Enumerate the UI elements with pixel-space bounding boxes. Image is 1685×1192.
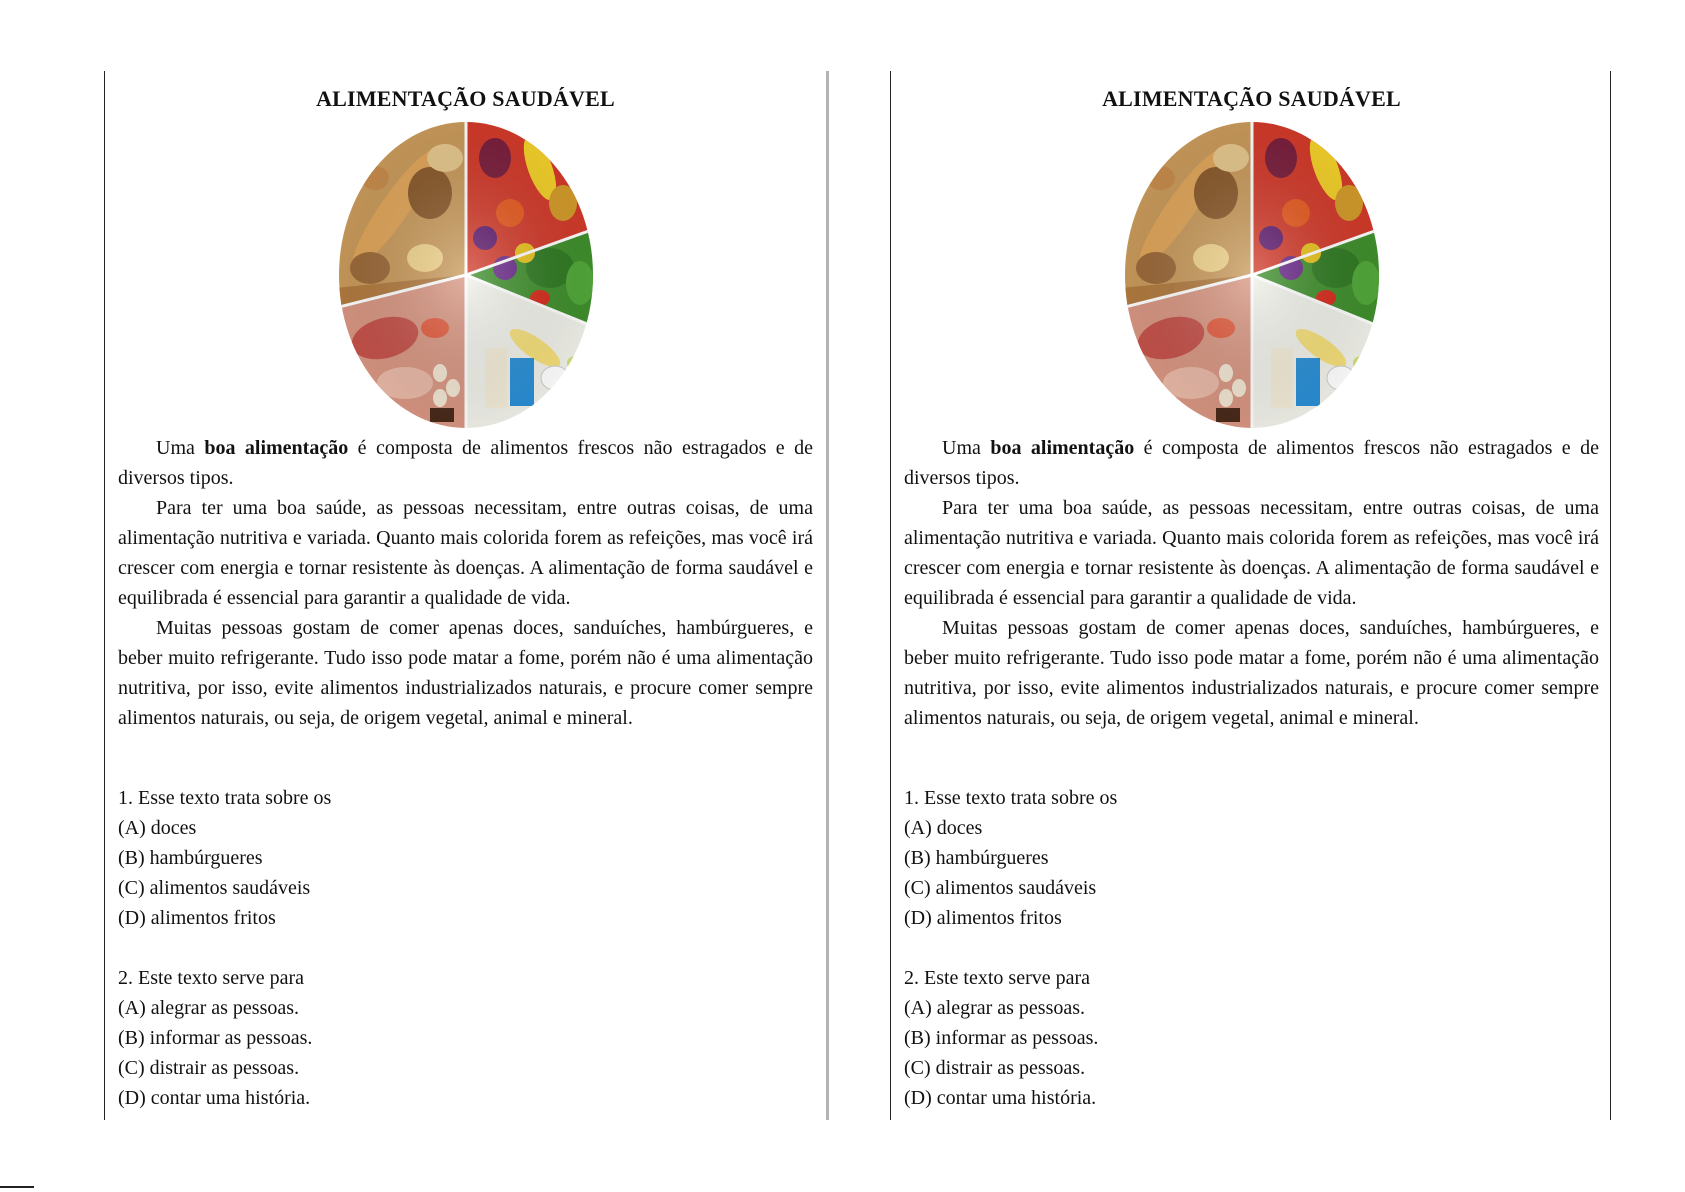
paragraph-2: Para ter uma boa saúde, as pessoas necessitam, entre outras coisas, de uma alimentação nutritiva e variada. Quanto mais colorida forem as refeições, mas você irá crescer com energia e tornar resistente às doenças. A alimentação de forma saudável e equilibrada é essencial para garantir a qualidade de vida. (904, 497, 1599, 609)
question-1 (904, 783, 1599, 933)
question-2-option-b[interactable]: (B) informar as pessoas. (118, 1027, 313, 1049)
center-divider-line (826, 71, 829, 1120)
paragraph-1-end: é composta de alimentos frescos não estragados e de diversos tipos. (118, 437, 813, 489)
paragraph-2: Para ter uma boa saúde, as pessoas necessitam, entre outras coisas, de uma alimentação nutritiva e variada. Quanto mais colorida forem as refeições, mas você irá crescer com energia e tornar resistente às doenças. A alimentação de forma saudável e equilibrada é essencial para garantir a qualidade de vida. (118, 497, 813, 609)
question-2 (904, 963, 1599, 1113)
question-1-option-c[interactable]: (C) alimentos saudáveis (904, 877, 1097, 899)
paragraph-1-start: Uma (156, 437, 205, 459)
paragraph-3: Muitas pessoas gostam de comer apenas doces, sanduíches, hambúrgueres, e beber muito refrigerante. Tudo isso pode matar a fome, porém não é uma alimentação nutritiva, por isso, evite alimentos industrializados naturais, e procure comer sempre alimentos naturais, ou seja, de origem vegetal, animal e mineral. (904, 617, 1599, 729)
left-border-line (104, 71, 105, 1120)
worksheet-title: ALIMENTAÇÃO SAUDÁVEL (1102, 86, 1401, 111)
paragraph-1 (904, 433, 1599, 493)
question-2-prompt: 2. Este texto serve para (904, 967, 1091, 989)
boa-alimentacao-bold: boa alimentação (204, 437, 349, 459)
right-border-line (1610, 71, 1611, 1120)
question-1-option-d[interactable]: (D) alimentos fritos (118, 907, 276, 929)
question-2-option-a[interactable]: (A) alegrar as pessoas. (904, 997, 1086, 1019)
question-1 (118, 783, 813, 933)
question-2 (118, 963, 813, 1113)
question-1-prompt: 1. Esse texto trata sobre os (904, 787, 1118, 809)
question-2-option-c[interactable]: (C) distrair as pessoas. (904, 1057, 1086, 1079)
question-1-option-a[interactable]: (A) doces (904, 817, 983, 839)
page-corner-mark (0, 1186, 34, 1188)
question-1-option-b[interactable]: (B) hambúrgueres (904, 847, 1049, 869)
paragraph-1-start: Uma (942, 437, 991, 459)
question-2-option-c[interactable]: (C) distrair as pessoas. (118, 1057, 300, 1079)
worksheet-page-right (904, 80, 1599, 1113)
question-2-option-a[interactable]: (A) alegrar as pessoas. (118, 997, 300, 1019)
question-1-prompt: 1. Esse texto trata sobre os (118, 787, 332, 809)
question-2-prompt: 2. Este texto serve para (118, 967, 305, 989)
question-2-option-b[interactable]: (B) informar as pessoas. (904, 1027, 1099, 1049)
question-1-option-b[interactable]: (B) hambúrgueres (118, 847, 263, 869)
question-2-option-d[interactable]: (D) contar uma história. (904, 1087, 1097, 1109)
boa-alimentacao-bold: boa alimentação (990, 437, 1135, 459)
healthy-food-plate-image (335, 118, 597, 433)
question-1-option-c[interactable]: (C) alimentos saudáveis (118, 877, 311, 899)
paragraph-3: Muitas pessoas gostam de comer apenas doces, sanduíches, hambúrgueres, e beber muito refrigerante. Tudo isso pode matar a fome, porém não é uma alimentação nutritiva, por isso, evite alimentos industrializados naturais, e procure comer sempre alimentos naturais, ou seja, de origem vegetal, animal e mineral. (118, 617, 813, 729)
paragraph-1-end: é composta de alimentos frescos não estragados e de diversos tipos. (904, 437, 1599, 489)
worksheet-title: ALIMENTAÇÃO SAUDÁVEL (316, 86, 615, 111)
worksheet-page-left (118, 80, 813, 1113)
middle-border-line (890, 71, 891, 1120)
reading-text (118, 433, 813, 733)
healthy-food-plate-image (1121, 118, 1383, 433)
question-1-option-a[interactable]: (A) doces (118, 817, 197, 839)
reading-text (904, 433, 1599, 733)
paragraph-1 (118, 433, 813, 493)
question-1-option-d[interactable]: (D) alimentos fritos (904, 907, 1062, 929)
question-2-option-d[interactable]: (D) contar uma história. (118, 1087, 311, 1109)
